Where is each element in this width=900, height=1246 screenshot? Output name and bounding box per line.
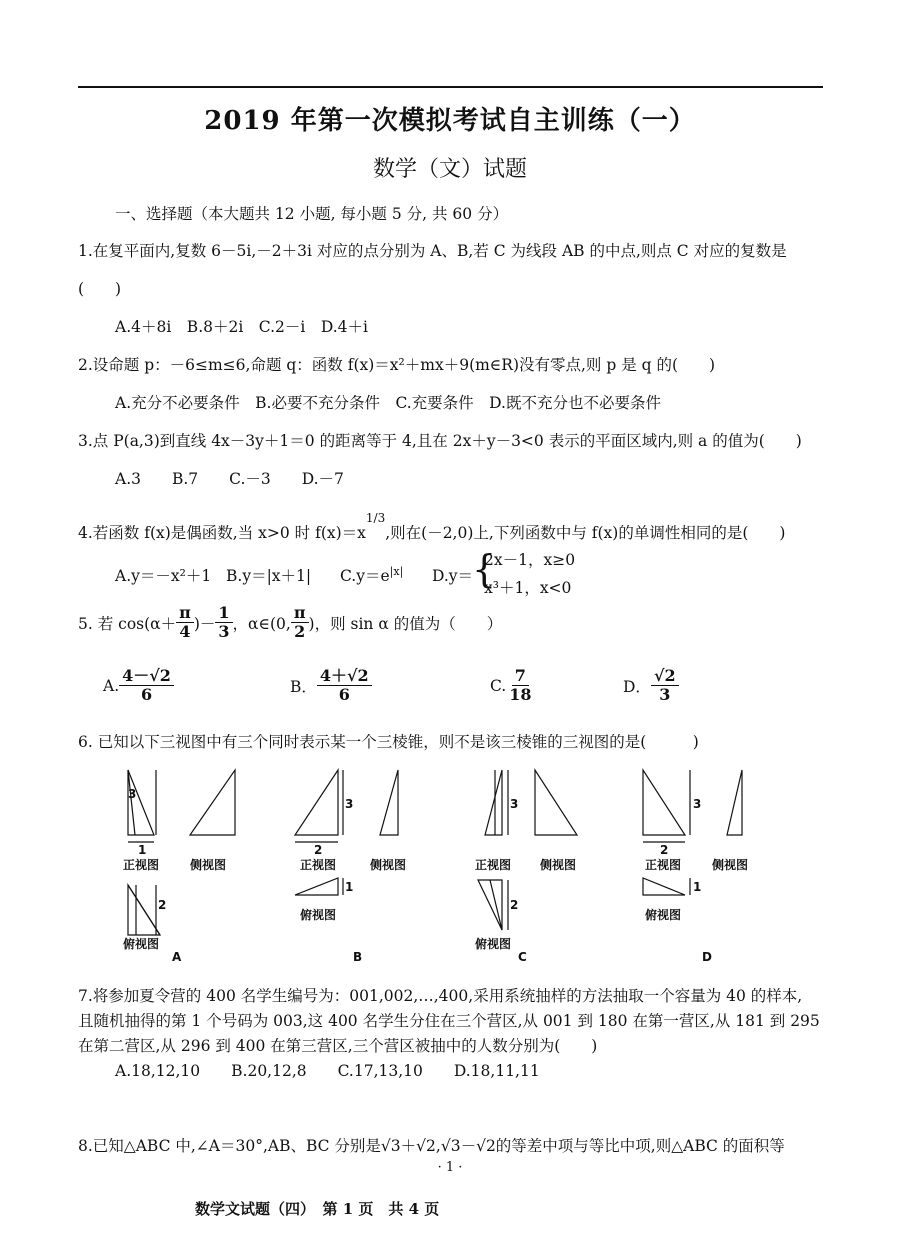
q5-frac-num: 1 xyxy=(215,604,232,623)
figure-label-b: B xyxy=(353,950,363,964)
d-top-dim1: 1 xyxy=(693,880,702,894)
page-footer: 数学文试题（四） 第 1 页 共 4 页 xyxy=(195,1200,440,1218)
c-front-view xyxy=(485,770,502,835)
q1-options: A.4＋8i B.8＋2i C.2－i D.4＋i xyxy=(115,318,368,336)
q5-frac-1-3 xyxy=(215,604,232,641)
a-side-view xyxy=(190,770,235,835)
q5-frac-pi-4 xyxy=(176,604,194,641)
q4-option-d-case2: x³＋1，x<0 xyxy=(484,579,572,597)
c-top-label: 俯视图 xyxy=(475,937,512,951)
q5-option-b-num: 4＋√2 xyxy=(317,667,372,686)
q5-option-b-label: B． xyxy=(290,677,317,696)
b-side-view xyxy=(380,770,398,835)
q4-option-c-sup: |x| xyxy=(389,564,404,578)
b-top-view xyxy=(295,878,338,895)
q5-option-c xyxy=(490,667,535,704)
d-front-view xyxy=(643,770,685,835)
figure-label-a: A xyxy=(172,950,182,964)
q5-frac-num: π xyxy=(176,604,194,623)
q4-option-d-prefix: D.y＝ xyxy=(432,567,474,585)
q5-frac-den: 3 xyxy=(218,622,230,641)
q4-stem xyxy=(78,511,786,543)
q4-option-c xyxy=(340,564,403,586)
q4-option-c-base: C.y＝e xyxy=(340,567,390,585)
b-front-view xyxy=(295,770,338,835)
page-mark: · 1 · xyxy=(437,1160,463,1175)
q4-option-a: A.y＝－x²＋1 xyxy=(115,567,212,585)
a-side-label: 侧视图 xyxy=(190,858,227,872)
a-top-dim2: 2 xyxy=(158,898,167,912)
q1-stem-line2: ( ) xyxy=(78,280,122,298)
q5-frac-den: 2 xyxy=(294,622,306,641)
q8-stem: 8.已知△ABC 中,∠A＝30°,AB、BC 分别是√3＋√2,√3－√2的等差中项与等比中项,则△ABC 的面积等 xyxy=(78,1137,785,1155)
q5-option-d-num: √2 xyxy=(651,667,679,686)
q5-option-a-den: 6 xyxy=(140,685,153,704)
c-side-label: 侧视图 xyxy=(540,858,577,872)
c-top-dim2: 2 xyxy=(510,898,519,912)
c-top-view xyxy=(478,880,502,930)
q5-option-c-num: 7 xyxy=(512,667,529,686)
q5-frac-den: 4 xyxy=(179,622,191,641)
q4-option-b: B.y＝|x＋1| xyxy=(226,567,312,585)
section-heading: 一、选择题（本大题共 12 小题, 每小题 5 分, 共 60 分） xyxy=(115,205,509,223)
a-dim3: 3 xyxy=(128,787,137,801)
q5-option-d-label: D． xyxy=(623,677,651,696)
q5-stem-mid: )－ xyxy=(193,614,216,633)
figure-label-d: D xyxy=(702,950,712,964)
q5-option-b-frac xyxy=(317,667,372,704)
piecewise-brace-icon: { xyxy=(472,547,497,591)
c-side-view xyxy=(535,770,577,835)
q1-stem-line1: 1.在复平面内,复数 6－5i,－2＋3i 对应的点分别为 A、B,若 C 为线段 AB 的中点,则点 C 对应的复数是 xyxy=(78,242,787,260)
b-front-label: 正视图 xyxy=(300,858,337,872)
top-rule xyxy=(78,86,823,88)
b-dim2: 2 xyxy=(314,843,323,857)
q5-option-c-den: 18 xyxy=(509,685,532,704)
q2-options: A.充分不必要条件 B.必要不充分条件 C.充要条件 D.既不充分也不必要条件 xyxy=(115,394,661,412)
q4-option-d-case1: 2x－1，x≥0 xyxy=(484,551,576,569)
q5-option-d xyxy=(623,667,679,704)
q4-exponent: 1/3 xyxy=(365,511,386,525)
q5-stem-suffix: )，则 sin α 的值为（ ） xyxy=(308,614,503,633)
d-top-view xyxy=(643,878,685,895)
d-dim3: 3 xyxy=(693,797,702,811)
q5-option-b xyxy=(290,667,372,704)
q5-option-a-frac xyxy=(119,667,174,704)
q5-option-c-frac xyxy=(506,667,534,704)
q5-frac-num: π xyxy=(291,604,309,623)
figure-label-c: C xyxy=(518,950,527,964)
q2-stem: 2.设命题 p：－6≤m≤6,命题 q：函数 f(x)＝x²＋mx＋9(m∈R)没有零点,则 p 是 q 的( ) xyxy=(78,356,716,374)
q7-line2: 且随机抽得的第 1 个号码为 003,这 400 名学生分住在三个营区,从 001 到 180 在第一营区,从 181 到 295 xyxy=(78,1012,820,1030)
a-top-label: 俯视图 xyxy=(123,937,160,951)
q7-line1: 7.将参加夏令营的 400 名学生编号为：001,002,…,400,采用系统抽样的方法抽取一个容量为 40 的样本, xyxy=(78,987,803,1005)
q5-frac-pi-2 xyxy=(291,604,309,641)
b-dim3: 3 xyxy=(345,797,354,811)
b-top-label: 俯视图 xyxy=(300,908,337,922)
q3-stem: 3.点 P(a,3)到直线 4x－3y＋1＝0 的距离等于 4,且在 2x＋y－3<0 表示的平面区域内,则 a 的值为( ) xyxy=(78,432,802,450)
q5-option-d-frac xyxy=(651,667,679,704)
c-front-label: 正视图 xyxy=(475,858,512,872)
q5-option-d-den: 3 xyxy=(659,685,671,704)
q3-options: A.3 B.7 C.－3 D.－7 xyxy=(115,470,344,488)
d-side-view xyxy=(727,770,742,835)
b-top-dim1: 1 xyxy=(345,880,354,894)
q5-stem-prefix: 5. 若 cos(α＋ xyxy=(78,614,177,633)
exam-subtitle: 数学（文）试题 xyxy=(372,157,527,182)
q6-stem: 6. 已知以下三视图中有三个同时表示某一个三棱锥，则不是该三棱锥的三视图的是( ) xyxy=(78,733,699,751)
q5-option-a-num: 4－√2 xyxy=(119,667,174,686)
d-front-label: 正视图 xyxy=(645,858,682,872)
d-side-label: 侧视图 xyxy=(712,858,749,872)
a-dim1: 1 xyxy=(138,843,147,857)
exam-title: 2019 年第一次模拟考试自主训练（一） xyxy=(204,106,696,136)
b-side-label: 侧视图 xyxy=(370,858,407,872)
c-dim3: 3 xyxy=(510,797,519,811)
q5-option-a-label: A. xyxy=(103,676,120,695)
q5-stem-mid2: ，α∈(0, xyxy=(232,614,291,633)
q4-stem-part1: 4.若函数 f(x)是偶函数,当 x>0 时 f(x)＝x xyxy=(78,524,366,543)
d-top-label: 俯视图 xyxy=(645,908,682,922)
q5-option-c-label: C. xyxy=(490,676,507,695)
q5-stem xyxy=(78,604,502,641)
q5-option-a xyxy=(103,667,174,704)
a-front-label: 正视图 xyxy=(123,858,160,872)
q7-options: A.18,12,10 B.20,12,8 C.17,13,10 D.18,11,11 xyxy=(115,1062,540,1080)
d-dim2: 2 xyxy=(660,843,669,857)
q7-line3: 在第二营区,从 296 到 400 在第三营区,三个营区被抽中的人数分别为( ) xyxy=(78,1037,598,1055)
q5-option-b-den: 6 xyxy=(338,685,350,704)
q4-stem-part2: ,则在(－2,0)上,下列函数中与 f(x)的单调性相同的是( ) xyxy=(385,524,786,543)
